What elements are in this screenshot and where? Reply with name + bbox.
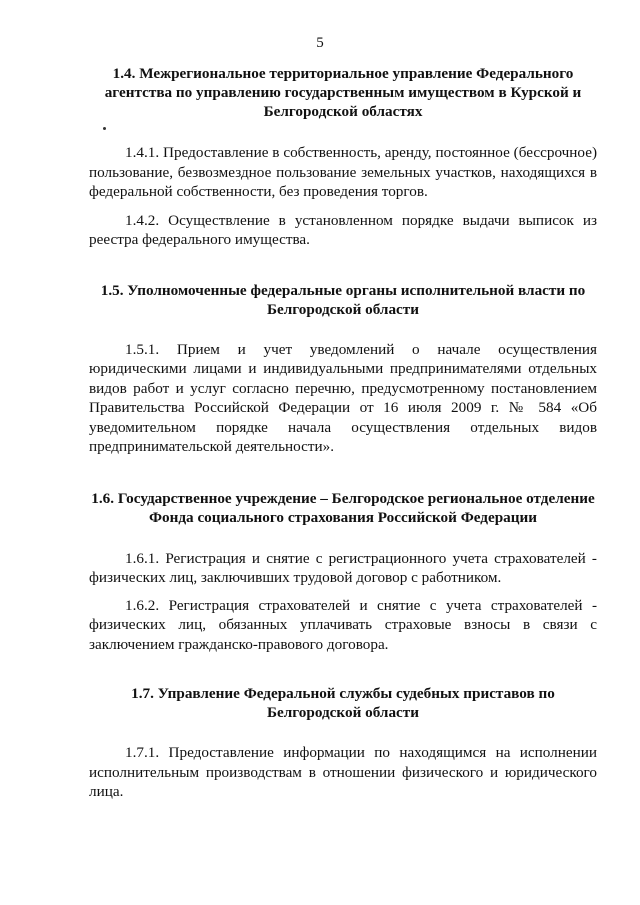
paragraph-1-4-1: 1.4.1. Предоставление в собственность, аренду, постоянное (бессрочное) пользование, безвозмездное пользование земельных участков, находящихся в федеральной собственности, без проведения торгов. xyxy=(89,144,597,200)
paragraph-1-7-1: 1.7.1. Предоставление информации по находящимся на исполнении исполнительным производствам в отношении физического и юридического лица. xyxy=(89,744,597,800)
section-heading-1-5: 1.5. Уполномоченные федеральные органы исполнительной власти по Белгородской области xyxy=(100,281,586,318)
section-heading-1-6: 1.6. Государственное учреждение – Белгородское региональное отделение Фонда социального страхования Российской Федерации xyxy=(91,489,595,526)
paragraph-1-6-2: 1.6.2. Регистрация страхователей и снятие с учета страхователей - физических лиц, обязанных уплачивать страховые взносы в связи с заключением гражданско-правового договора. xyxy=(89,596,597,653)
page-number: 5 xyxy=(316,35,324,51)
paragraph-1-6-1: 1.6.1. Регистрация и снятие с регистрационного учета страхователей - физических лиц, заключивших трудовой договор с работником. xyxy=(89,549,597,586)
section-heading-1-4: 1.4. Межрегиональное территориальное управление Федерального агентства по управлению государственным имуществом в Курской и Белгородской областях xyxy=(104,65,582,120)
document-body xyxy=(89,64,597,802)
paragraph-1-5-1: 1.5.1. Прием и учет уведомлений о начале осуществления юридическими лицами и индивидуальными предпринимателями отдельных видов работ и услуг согласно перечню, предусмотренному постановлением Правительства Российской Федерации от 16 июля 2009 г. № 584 «Об уведомительном порядке начала осуществления отдельных видов предпринимательской деятельности». xyxy=(89,340,597,455)
paragraph-1-4-2: 1.4.2. Осуществление в установленном порядке выдачи выписок из реестра федерального имущества. xyxy=(89,211,597,248)
section-heading-1-7: 1.7. Управление Федеральной службы судебных приставов по Белгородской области xyxy=(131,685,555,721)
